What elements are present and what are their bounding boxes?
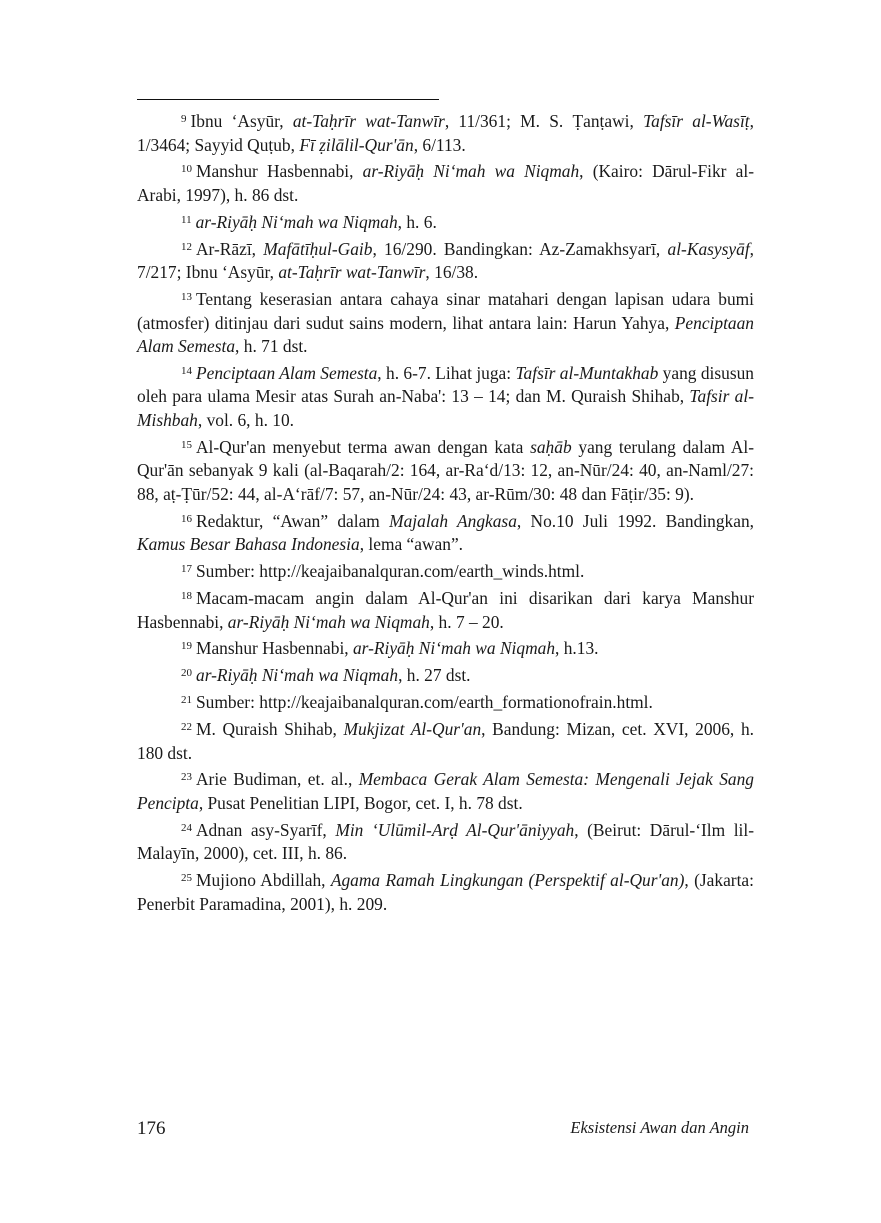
footnote-text: , 16/38.	[425, 262, 479, 283]
footnote-19	[137, 637, 754, 661]
footnote-title: Mafātīḥul-Gaib	[263, 238, 373, 259]
footnote-text: , 7/217; Ibnu ‘Asyūr,	[137, 238, 755, 283]
footnote-number: 17	[181, 563, 192, 576]
footnote-text: Al-Qur'an menyebut terma awan dengan kata	[196, 436, 531, 457]
footnote-title: Tafsīr al-Wasīṭ	[643, 111, 750, 131]
footnote-number: 14	[181, 364, 192, 377]
footnote-title: ar-Riyāḥ Ni‘mah wa Niqmah	[352, 638, 556, 659]
footnote-number: 23	[181, 771, 192, 784]
footnote-9	[137, 110, 754, 157]
footnote-text: , 11/361; M. S. Ṭanṭawi,	[444, 111, 644, 131]
footnote-20	[137, 664, 754, 688]
footnote-text: Arie Budiman, et. al.,	[196, 769, 359, 790]
footnote-title: Tafsīr al-Muntakhab	[515, 362, 659, 383]
footnote-number: 11	[181, 213, 192, 226]
footnote-25	[137, 869, 754, 916]
footnote-text: , h. 71 dst.	[235, 336, 308, 357]
footnote-title: Membaca Gerak Alam Semesta: Mengenali Jejak Sang Pencipta	[137, 769, 755, 813]
footnote-text: , No.10 Juli 1992. Bandingkan,	[516, 510, 755, 531]
footnote-11	[137, 211, 754, 235]
footnote-text: Macam-macam angin dalam Al-Qur'an ini disarikan dari karya Manshur Hasbennabi,	[137, 588, 754, 632]
footnote-title: Penciptaan Alam Semesta	[196, 362, 378, 383]
footnote-15	[137, 436, 754, 507]
footnote-number: 9	[181, 113, 187, 125]
footnote-text: Manshur Hasbennabi,	[196, 161, 363, 182]
footnote-title: ar-Riyāḥ Ni‘mah wa Niqmah	[362, 161, 580, 182]
footnotes-section	[137, 110, 754, 916]
footnote-text: yang disusun oleh para ulama Mesir atas Surah an-Naba': 13 – 14; dan M. Quraish Shihab,	[137, 362, 754, 407]
footnote-text: , h. 6.	[397, 211, 437, 232]
footnote-text: Ar-Rāzī,	[196, 238, 264, 259]
footnote-title: Min ‘Ulūmil-Arḍ Al-Qur'āniyyah	[335, 819, 575, 840]
footnote-text: , 6/113.	[413, 134, 466, 155]
footnote-title: saḥāb	[530, 436, 572, 457]
footnote-text: , h. 6-7. Lihat juga:	[377, 362, 516, 383]
footnote-16	[137, 510, 754, 557]
footnote-24	[137, 819, 754, 866]
footnote-title: Majalah Angkasa	[389, 510, 517, 531]
footnote-number: 16	[181, 512, 192, 525]
footnote-text: , h. 7 – 20.	[429, 611, 504, 632]
footnote-title: at-Taḥrīr wat-Tanwīr	[278, 262, 426, 283]
footnote-number: 13	[181, 291, 192, 304]
footnote-text: , Bandung: Mizan, cet. XVI, 2006, h. 180 dst.	[137, 719, 754, 763]
footnote-text: Sumber: http://keajaibanalquran.com/earth_formationofrain.html.	[196, 692, 653, 713]
footnote-text: , (Beirut: Dārul-‘Ilm lil-Malayīn, 2000), cet. III, h. 86.	[137, 819, 754, 864]
footnote-title: Mukjizat Al-Qur'an	[343, 719, 482, 740]
footnote-text: Mujiono Abdillah,	[196, 870, 331, 891]
footnote-text: , (Kairo: Dārul-Fikr al-Arabi, 1997), h. 86 dst.	[137, 161, 754, 205]
footnote-12	[137, 238, 754, 285]
footnote-text: , (Jakarta: Penerbit Paramadina, 2001), h. 209.	[137, 870, 754, 914]
footnote-22	[137, 718, 754, 765]
footnote-title: Kamus Besar Bahasa Indonesia	[137, 534, 360, 555]
footnote-text: M. Quraish Shihab,	[196, 719, 344, 740]
footnote-title: Agama Ramah Lingkungan (Perspektif al-Qur'an)	[330, 870, 685, 891]
footnote-text: , h.13.	[555, 638, 599, 659]
footnote-title: Tafsir al-Mishbah	[137, 386, 754, 430]
footnote-number: 15	[181, 438, 192, 451]
footnote-18	[137, 587, 754, 634]
footnote-14	[137, 362, 754, 433]
footnote-23	[137, 768, 754, 815]
footnote-text: Sumber: http://keajaibanalquran.com/earth_winds.html.	[196, 561, 585, 582]
footnote-title: al-Kasysyāf	[667, 238, 750, 259]
footnote-title: ar-Riyāḥ Ni‘mah wa Niqmah	[227, 611, 430, 632]
footnote-text: , lema “awan”.	[359, 534, 464, 555]
footnote-text: Adnan asy-Syarīf,	[196, 819, 336, 840]
footnote-text: , vol. 6, h. 10.	[197, 409, 295, 430]
footnote-text: , 16/290. Bandingkan: Az-Zamakhsyarī,	[372, 238, 668, 259]
footnote-number: 22	[181, 721, 192, 734]
footnote-number: 10	[181, 163, 192, 176]
footnote-separator-rule	[137, 99, 439, 100]
footnote-text: Tentang keserasian antara cahaya sinar matahari dengan lapisan udara bumi (atmosfer) ditinjau dari sudut sains modern, lihat antara lain: Harun Yahya,	[137, 289, 754, 333]
footnote-number: 18	[181, 590, 192, 603]
footnote-13	[137, 288, 754, 359]
page-number: 176	[137, 1118, 166, 1139]
footnote-title: ar-Riyāḥ Ni‘mah wa Niqmah	[195, 211, 398, 232]
footnote-number: 25	[181, 872, 192, 885]
footnote-number: 24	[181, 821, 192, 834]
footnote-text: yang terulang dalam Al-Qur'ān sebanyak 9 kali (al-Baqarah/2: 164, ar-Ra‘d/13: 12, an-Nūr/24: 40, an-Naml/27: 88, aṭ-Ṭūr/52: 44, al-A‘rāf/7: 57, an-Nūr/24: 43, ar-Rūm/30: 48 dan Fāṭir/35: 9).	[137, 436, 754, 504]
footnote-text: , h. 27 dst.	[398, 665, 471, 686]
footnote-number: 20	[181, 667, 192, 680]
footnote-text: , Pusat Penelitian LIPI, Bogor, cet. I, h. 78 dst.	[198, 792, 523, 813]
footnote-text: , 1/3464; Sayyid Quṭub,	[137, 111, 754, 155]
footnote-title: Fī ẓilālil-Qur'ān	[299, 134, 414, 155]
running-title: Eksistensi Awan dan Angin	[570, 1118, 749, 1137]
footnote-number: 21	[181, 694, 192, 707]
footnote-text: Redaktur, “Awan” dalam	[196, 510, 390, 531]
footnote-17	[137, 560, 754, 584]
footnote-number: 19	[181, 640, 192, 653]
footnote-21	[137, 691, 754, 715]
footnote-10	[137, 160, 754, 207]
footnote-text: Manshur Hasbennabi,	[196, 638, 353, 659]
footnote-title: ar-Riyāḥ Ni‘mah wa Niqmah	[196, 665, 399, 686]
footnote-title: Penciptaan Alam Semesta	[137, 312, 754, 357]
footnote-title: at-Taḥrīr wat-Tanwīr	[292, 111, 445, 131]
footnote-text: Ibnu ‘Asyūr,	[190, 111, 293, 131]
footnote-number: 12	[181, 240, 192, 253]
